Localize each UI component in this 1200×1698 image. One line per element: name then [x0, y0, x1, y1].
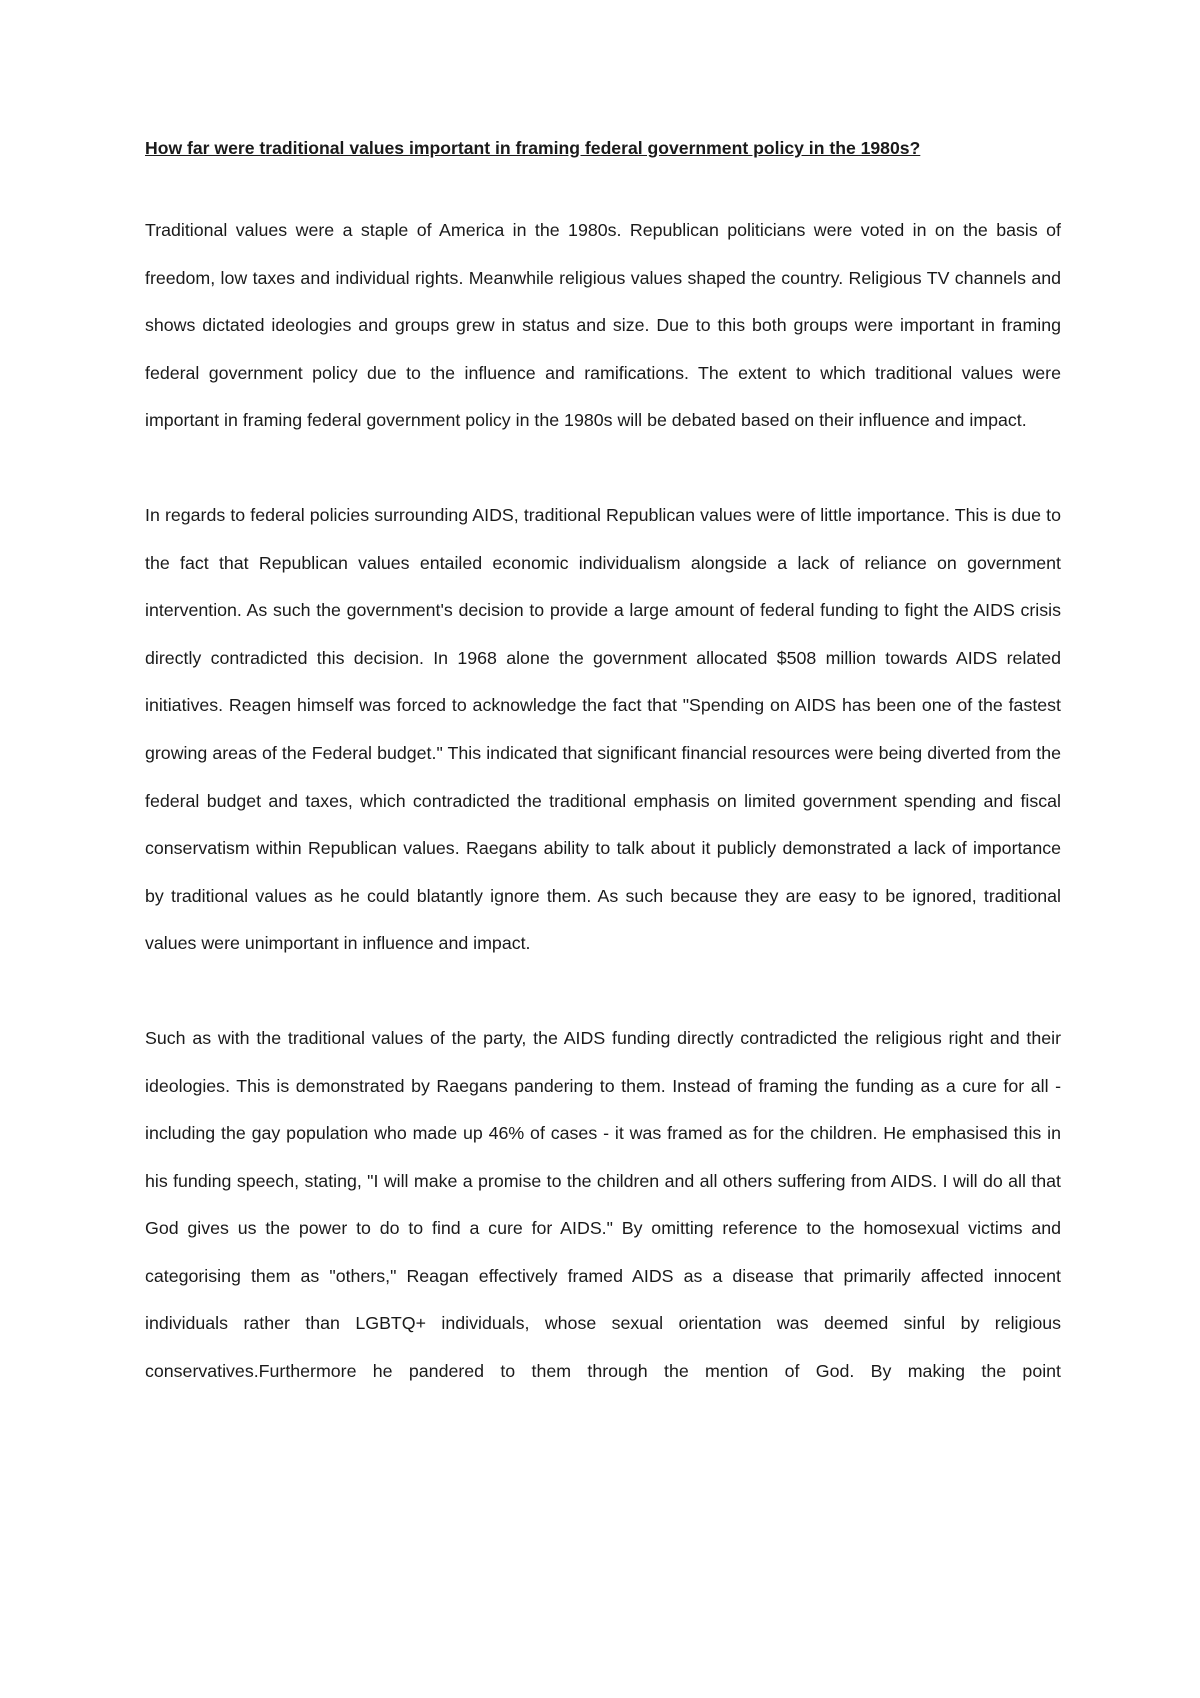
essay-title: How far were traditional values important in framing federal government policy in the 1980s?: [145, 138, 921, 158]
paragraph-introduction: Traditional values were a staple of America in the 1980s. Republican politicians were voted in on the basis of freedom, low taxes and individual rights. Meanwhile religious values shaped the country. Religious TV channels and shows dictated ideologies and groups grew in status and size. Due to this both groups were important in framing federal government policy due to the influence and ramifications. The extent to which traditional values were important in framing federal government policy in the 1980s will be debated based on their influence and impact.: [145, 220, 1061, 431]
paragraph-aids-republican-values: In regards to federal policies surrounding AIDS, traditional Republican values were of little importance. This is due to the fact that Republican values entailed economic individualism alongside a lack of reliance on government intervention. As such the government's decision to provide a large amount of federal funding to fight the AIDS crisis directly contradicted this decision. In 1968 alone the government allocated $508 million towards AIDS related initiatives. Reagen himself was forced to acknowledge the fact that "Spending on AIDS has been one of the fastest growing areas of the Federal budget." This indicated that significant financial resources were being diverted from the federal budget and taxes, which contradicted the traditional emphasis on limited government spending and fiscal conservatism within Republican values. Raegans ability to talk about it publicly demonstrated a lack of importance by traditional values as he could blatantly ignore them. As such because they are easy to be ignored, traditional values were unimportant in influence and impact.: [145, 504, 1061, 954]
document-page: [145, 136, 1061, 1396]
paragraph-aids-religious-right: Such as with the traditional values of the party, the AIDS funding directly contradicted the religious right and their ideologies. This is demonstrated by Raegans pandering to them. Instead of framing the funding as a cure for all - including the gay population who made up 46% of cases - it was framed as for the children. He emphasised this in his funding speech, stating, "I will make a promise to the children and all others suffering from AIDS. I will do all that God gives us the power to do to find a cure for AIDS." By omitting reference to the homosexual victims and categorising them as "others," Reagan effectively framed AIDS as a disease that primarily affected innocent individuals rather than LGBTQ+ individuals, whose sexual orientation was deemed sinful by religious conservatives.Furthermore he pandered to them through the mention of God. By making the point: [145, 1027, 1061, 1382]
